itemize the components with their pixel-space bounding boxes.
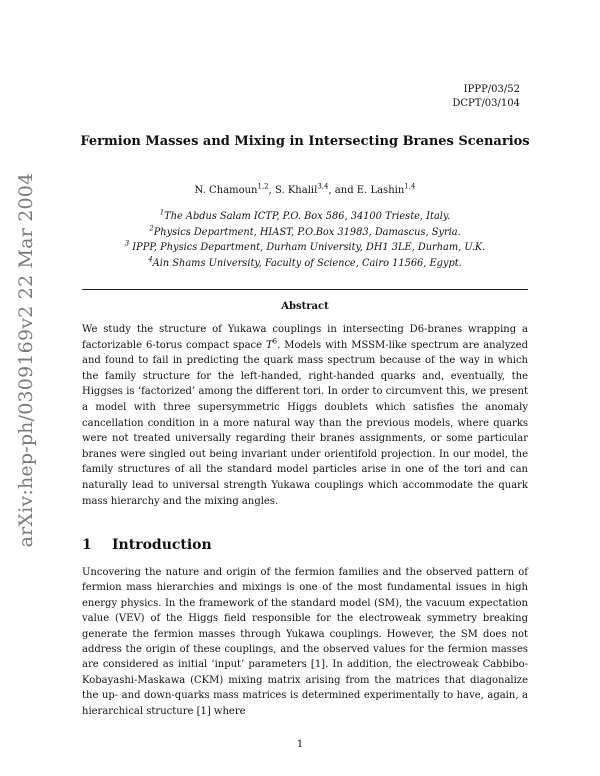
arxiv-identifier: arXiv:hep-ph/0309169v2 22 Mar 2004 [15,172,37,548]
author-name: N. Chamoun [194,185,258,196]
report-number: IPPP/03/52 [463,84,520,95]
author-separator: , and [328,185,357,196]
author-list [60,182,550,196]
affiliation-number: 3 [124,239,130,248]
author-separator: , [268,185,275,196]
arxiv-sidebar-stamp [6,172,46,548]
torus-symbol: T [265,339,273,351]
author-name: S. Khalil [274,185,318,196]
horizontal-rule [82,289,528,290]
page-number: 1 [296,739,304,750]
affiliation-number: 4 [148,255,153,264]
abstract-part: . Models with MSSM-like spectrum are analyzed and found to fail in predicting the quark mass spectrum because of the way in which the family structure for the left-handed, right-handed quarks and, eventually, the Higgses is ‘factorized’ among the different tori. In order to circumvent this, we present a model with three supersymmetric Higgs doublets which satisfies the anomaly cancellation condition in a more natural way than the previous models, where quarks were not treated universally regarding their branes assignments, or some particular branes were singled out being invariant under orientifold projection. In our model, the family structures of all the standard model particles arise in one of the tori and can naturally lead to universal strength Yukawa couplings which accommodate the quark mass hierarchy and the mixing angles. [82,339,528,507]
affiliation [60,225,550,241]
affiliation-list [60,209,550,271]
abstract-heading: Abstract [281,301,329,312]
torus-exponent: 6 [272,337,278,346]
section-title: Introduction [112,537,212,553]
section-heading [82,537,212,553]
abstract-text [82,322,528,509]
affiliation-number: 1 [159,208,165,217]
affiliation-text: Physics Department, HIAST, P.O.Box 31983, Damascus, Syria. [153,226,461,238]
abstract-part: We study the structure of Yukawa couplings in intersecting D6-branes wrapping a factorizable 6-torus compact space [82,324,528,351]
affiliation-number: 2 [149,224,154,233]
author-affiliation-mark: 1,2 [257,182,269,191]
affiliation [60,209,550,225]
affiliation-text: Ain Shams University, Faculty of Science, Cairo 11566, Egypt. [152,257,462,269]
section-number: 1 [82,537,92,553]
author-affiliation-mark: 3,4 [317,182,329,191]
introduction-paragraph: Uncovering the nature and origin of the fermion families and the observed pattern of fermion mass hierarchies and mixings is one of the most fundamental issues in high energy physics. In the framework of the standard model (SM), the vacuum expectation value (VEV) of the Higgs field responsible for the electroweak symmetry breaking generate the fermion masses through Yukawa couplings. However, the SM does not address the origin of these couplings, and the observed values for the fermion masses are considered as initial ‘input’ parameters [1]. In addition, the electroweak Cabbibo-Kobayashi-Maskawa (CKM) mixing matrix arising from the matrices that diagonalize the up- and down-quarks mass matrices is determined experimentally to have, again, a hierarchical structure [1] where [82,567,528,717]
author-affiliation-mark: 1,4 [404,182,416,191]
paper-title: Fermion Masses and Mixing in Intersecting Branes Scenarios [80,134,530,149]
report-number: DCPT/03/104 [452,98,520,109]
author-name: E. Lashin [356,185,405,196]
affiliation [60,256,550,272]
report-numbers [452,83,520,111]
affiliation-text: The Abdus Salam ICTP, P.O. Box 586, 34100 Trieste, Italy. [164,211,451,222]
introduction-text [82,565,528,719]
affiliation-text: IPPP, Physics Department, Durham University, DH1 3LE, Durham, U.K. [129,242,486,253]
affiliation [60,240,550,256]
